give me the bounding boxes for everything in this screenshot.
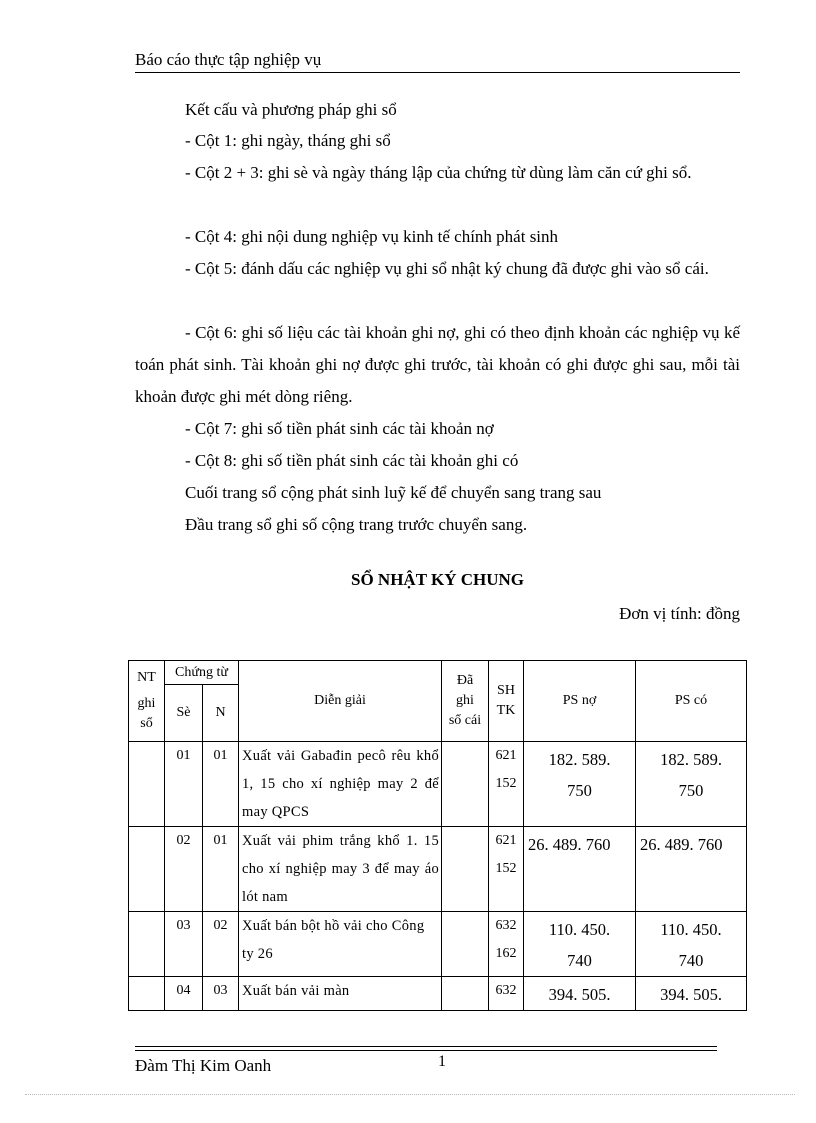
row-debit-amount <box>524 827 636 912</box>
col6-paragraph: - Cột 6: ghi số liệu các tài khoản ghi nợ, ghi có theo định khoản các nghiệp vụ kế toán phát sinh. Tài khoản ghi nợ được ghi trước, tài khoản có ghi được ghi sau, mỗi tài khoản được ghi mét dòng riêng. <box>135 323 740 406</box>
page-number: 1 <box>438 1053 446 1070</box>
row-description: Xuất vải Gabađin pecô rêu khổ 1, 15 cho xí nghiệp may 2 để may QPCS <box>239 742 442 827</box>
unit-label: Đơn vị tính: đồng <box>619 604 740 623</box>
header-credit: PS có <box>636 661 747 742</box>
row-voucher-no: 02 <box>165 827 203 912</box>
footer-rule-bottom <box>135 1050 717 1051</box>
table-header-row <box>129 661 747 685</box>
row-credit-line1: 110. 450. <box>660 920 722 939</box>
row-posted <box>442 912 489 977</box>
row-debit-line2: 750 <box>567 781 592 800</box>
row-voucher-no: 03 <box>165 912 203 977</box>
row-account-credit: 162 <box>495 946 517 961</box>
col5-paragraph: - Cột 5: đánh dấu các nghiệp vụ ghi sổ nhật ký chung đã được ghi vào sổ cái. <box>185 259 709 278</box>
header-account-line2: TK <box>496 703 516 718</box>
start-page-paragraph: Đầu trang sổ ghi số cộng trang trước chuyển sang. <box>185 515 528 534</box>
row-account-credit: 152 <box>495 861 517 876</box>
row-credit-line1: 182. 589. <box>660 750 722 769</box>
row-posted <box>442 827 489 912</box>
row-credit-amount <box>636 827 747 912</box>
row-account-debit: 632 <box>495 918 517 933</box>
header-debit: PS nợ <box>524 661 636 742</box>
table-row <box>129 977 747 1011</box>
row-debit-amount <box>524 912 636 977</box>
general-journal-table <box>128 660 747 1011</box>
row-date <box>129 912 165 977</box>
table-row <box>129 742 747 827</box>
row-posted <box>442 742 489 827</box>
row-account <box>489 977 524 1011</box>
page-edge-dotted-line <box>25 1094 795 1095</box>
header-voucher-n: N <box>203 685 239 742</box>
row-credit-amount <box>636 977 747 1011</box>
row-voucher-n: 01 <box>203 742 239 827</box>
end-page-paragraph: Cuối trang sổ cộng phát sinh luỹ kế để chuyển sang trang sau <box>185 483 602 502</box>
header-nt <box>129 661 165 742</box>
footer-author: Đàm Thị Kim Oanh <box>135 1056 272 1075</box>
row-account-debit: 621 <box>495 833 517 848</box>
row-date <box>129 827 165 912</box>
header-voucher: Chứng từ <box>165 661 239 685</box>
row-credit-line2: 750 <box>678 781 704 800</box>
row-voucher-no: 04 <box>165 977 203 1011</box>
row-account-debit: 632 <box>495 983 517 998</box>
row-posted <box>442 977 489 1011</box>
footer-rule-top <box>135 1046 717 1047</box>
row-date <box>129 977 165 1011</box>
row-debit-amount <box>524 742 636 827</box>
row-description: Xuất vải phim trắng khổ 1. 15 cho xí nghiệp may 3 để may áo lót nam <box>239 827 442 912</box>
header-nt-line3: sổ <box>140 716 153 731</box>
table-row <box>129 827 747 912</box>
row-credit-line1: 394. 505. <box>660 985 722 1004</box>
row-credit-line2: 740 <box>678 951 704 970</box>
col23-paragraph: - Cột 2 + 3: ghi sè và ngày tháng lập của chứng từ dùng làm căn cứ ghi sổ. <box>185 163 692 182</box>
row-account <box>489 827 524 912</box>
header-account <box>489 661 524 742</box>
row-description: Xuất bán vải màn <box>239 977 442 1011</box>
page-header-title: Báo cáo thực tập nghiệp vụ <box>135 50 322 69</box>
row-debit-line1: 182. 589. <box>548 750 611 769</box>
header-posted-line2: ghi <box>456 693 474 708</box>
row-debit-line1: 26. 489. 760 <box>528 835 611 854</box>
row-date <box>129 742 165 827</box>
header-description: Diễn giải <box>239 661 442 742</box>
row-credit-amount <box>636 912 747 977</box>
row-description: Xuất bán bột hồ vải cho Công ty 26 <box>239 912 442 977</box>
row-voucher-n: 03 <box>203 977 239 1011</box>
row-account-debit: 621 <box>495 748 517 763</box>
row-debit-line1: 394. 505. <box>548 985 611 1004</box>
row-voucher-n: 02 <box>203 912 239 977</box>
row-account-credit: 152 <box>495 776 517 791</box>
header-posted-line1: Đã <box>456 673 474 688</box>
intro-paragraph: Kết cấu và phương pháp ghi sổ <box>185 100 397 119</box>
col4-paragraph: - Cột 4: ghi nội dung nghiệp vụ kinh tế chính phát sinh <box>185 227 559 246</box>
row-voucher-n: 01 <box>203 827 239 912</box>
row-voucher-no: 01 <box>165 742 203 827</box>
header-nt-line2: ghi <box>137 696 156 711</box>
col8-paragraph: - Cột 8: ghi số tiền phát sinh các tài khoản ghi có <box>185 451 519 470</box>
header-posted <box>442 661 489 742</box>
journal-title: SỔ NHẬT KÝ CHUNG <box>350 570 524 589</box>
row-debit-amount <box>524 977 636 1011</box>
col7-paragraph: - Cột 7: ghi số tiền phát sinh các tài khoản nợ <box>185 419 494 438</box>
header-posted-line3: sổ cái <box>448 713 482 728</box>
row-credit-amount <box>636 742 747 827</box>
row-credit-line1: 26. 489. 760 <box>640 835 723 854</box>
row-account <box>489 742 524 827</box>
row-debit-line2: 740 <box>567 951 592 970</box>
header-rule <box>135 72 740 73</box>
header-nt-line1: NT <box>137 670 156 685</box>
header-voucher-no: Sè <box>165 685 203 742</box>
header-account-line1: SH <box>497 683 515 698</box>
table-row <box>129 912 747 977</box>
col1-paragraph: - Cột 1: ghi ngày, tháng ghi sổ <box>185 131 391 150</box>
row-account <box>489 912 524 977</box>
row-debit-line1: 110. 450. <box>548 920 611 939</box>
